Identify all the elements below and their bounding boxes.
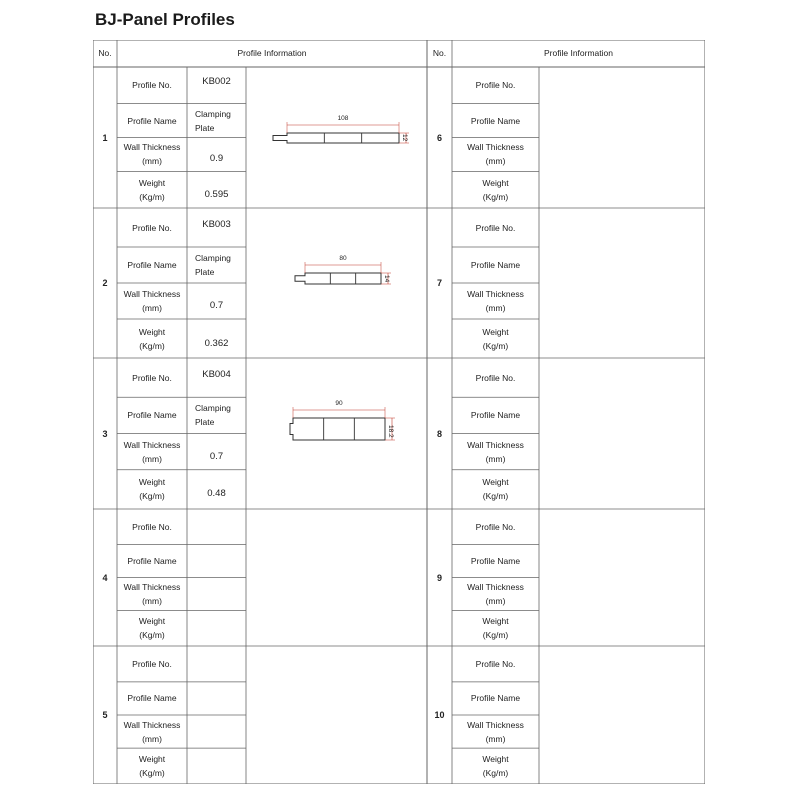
label-wall-thickness: Wall Thickness [467,439,524,450]
label-weight-unit: (Kg/m) [482,630,509,641]
value-profile-name: Clamping [195,253,231,263]
profile-drawing [273,122,409,143]
label-profile-name: Profile Name [127,115,177,126]
dimension-height-label: 14 [383,274,390,282]
row-number: 4 [102,572,108,583]
dimension-width-label: 90 [335,400,343,407]
label-weight-unit: (Kg/m) [139,630,165,641]
value-wall-thickness: 0.9 [209,153,224,165]
label-profile-no: Profile No. [475,80,516,91]
label-weight: Weight [482,326,509,337]
value-profile-name-line2: Plate [195,267,215,277]
row-number: 1 [102,132,108,143]
dimension-height-label: 12 [401,134,408,142]
value-profile-name-line2: Plate [195,122,215,133]
label-wall-thickness: Wall Thickness [467,142,524,153]
row-number: 8 [436,428,442,439]
label-profile-name: Profile Name [127,260,177,270]
label-wall-thickness: Wall Thickness [467,289,524,299]
label-profile-name: Profile Name [127,410,177,421]
label-wall-thickness: Wall Thickness [123,142,181,153]
row-number: 10 [434,710,445,720]
label-wall-thickness: Wall Thickness [467,581,524,592]
value-profile-no: KB002 [202,76,231,88]
label-profile-name: Profile Name [470,556,521,567]
label-profile-name: Profile Name [470,260,521,270]
label-wall-thickness: Wall Thickness [123,289,181,299]
label-wall-thickness: Wall Thickness [123,719,181,730]
label-wall-thickness-unit: (mm) [142,156,162,167]
label-weight: Weight [482,477,509,488]
header-no-left: No. [98,48,112,58]
header-profile-information-left: Profile Information [237,48,307,58]
value-profile-no: KB003 [202,218,231,230]
profile-drawing [295,262,391,284]
label-wall-thickness: Wall Thickness [123,439,181,450]
label-weight: Weight [482,616,509,627]
header-profile-information-right: Profile Information [544,48,613,58]
label-profile-no: Profile No. [132,80,172,91]
label-weight-unit: (Kg/m) [482,768,509,779]
label-weight: Weight [138,177,166,188]
dimension-height-label: 18.2 [387,425,394,438]
label-weight-unit: (Kg/m) [482,191,509,202]
label-weight: Weight [482,177,509,188]
label-weight-unit: (Kg/m) [139,768,165,779]
label-profile-name: Profile Name [470,115,521,126]
label-wall-thickness-unit: (mm) [485,453,506,464]
label-profile-no: Profile No. [132,658,172,669]
dimension-width-label: 108 [337,115,349,122]
value-weight: 0.362 [204,337,229,349]
label-weight: Weight [138,477,166,488]
label-wall-thickness-unit: (mm) [142,303,162,313]
label-weight-unit: (Kg/m) [139,491,165,502]
label-profile-name: Profile Name [470,410,521,421]
profile-drawing [290,407,395,440]
label-weight-unit: (Kg/m) [139,191,165,202]
label-wall-thickness-unit: (mm) [485,303,506,313]
row-number: 6 [436,132,442,143]
dimension-width-label: 80 [339,255,347,262]
value-weight: 0.48 [207,488,226,500]
label-weight-unit: (Kg/m) [139,340,165,351]
label-wall-thickness-unit: (mm) [142,453,162,464]
profile-outline [295,273,381,284]
row-number: 3 [102,428,108,439]
label-profile-no: Profile No. [475,658,516,669]
label-profile-name: Profile Name [470,693,521,704]
label-profile-no: Profile No. [132,372,172,383]
profiles-table [93,40,705,784]
label-wall-thickness: Wall Thickness [123,581,181,592]
label-profile-no: Profile No. [475,372,516,383]
label-profile-name: Profile Name [127,556,177,567]
label-wall-thickness-unit: (mm) [142,595,162,606]
value-wall-thickness: 0.7 [209,450,224,462]
label-wall-thickness: Wall Thickness [467,719,524,730]
row-number: 5 [102,710,108,720]
value-profile-name: Clamping [195,108,231,119]
label-profile-no: Profile No. [475,222,516,233]
label-weight-unit: (Kg/m) [482,491,509,502]
row-number: 2 [102,278,108,288]
row-number: 7 [436,278,442,288]
label-wall-thickness-unit: (mm) [485,733,506,744]
value-wall-thickness: 0.7 [209,300,224,311]
value-profile-name: Clamping [195,403,231,414]
label-profile-name: Profile Name [127,693,177,704]
header-no-right: No. [432,48,447,58]
label-wall-thickness-unit: (mm) [485,156,506,167]
label-wall-thickness-unit: (mm) [142,733,162,744]
profile-outline [290,418,385,440]
label-weight: Weight [138,326,166,337]
label-weight: Weight [482,754,509,765]
value-profile-no: KB004 [202,368,231,380]
value-profile-name-line2: Plate [195,417,215,428]
page-title: BJ-Panel Profiles [95,10,235,29]
label-profile-no: Profile No. [132,521,172,532]
profile-outline [273,133,399,143]
value-weight: 0.595 [204,188,229,200]
label-weight: Weight [138,616,166,627]
label-profile-no: Profile No. [132,222,172,233]
row-number: 9 [436,572,442,583]
label-weight-unit: (Kg/m) [482,340,509,351]
label-profile-no: Profile No. [475,521,516,532]
label-wall-thickness-unit: (mm) [485,595,506,606]
label-weight: Weight [138,754,166,765]
